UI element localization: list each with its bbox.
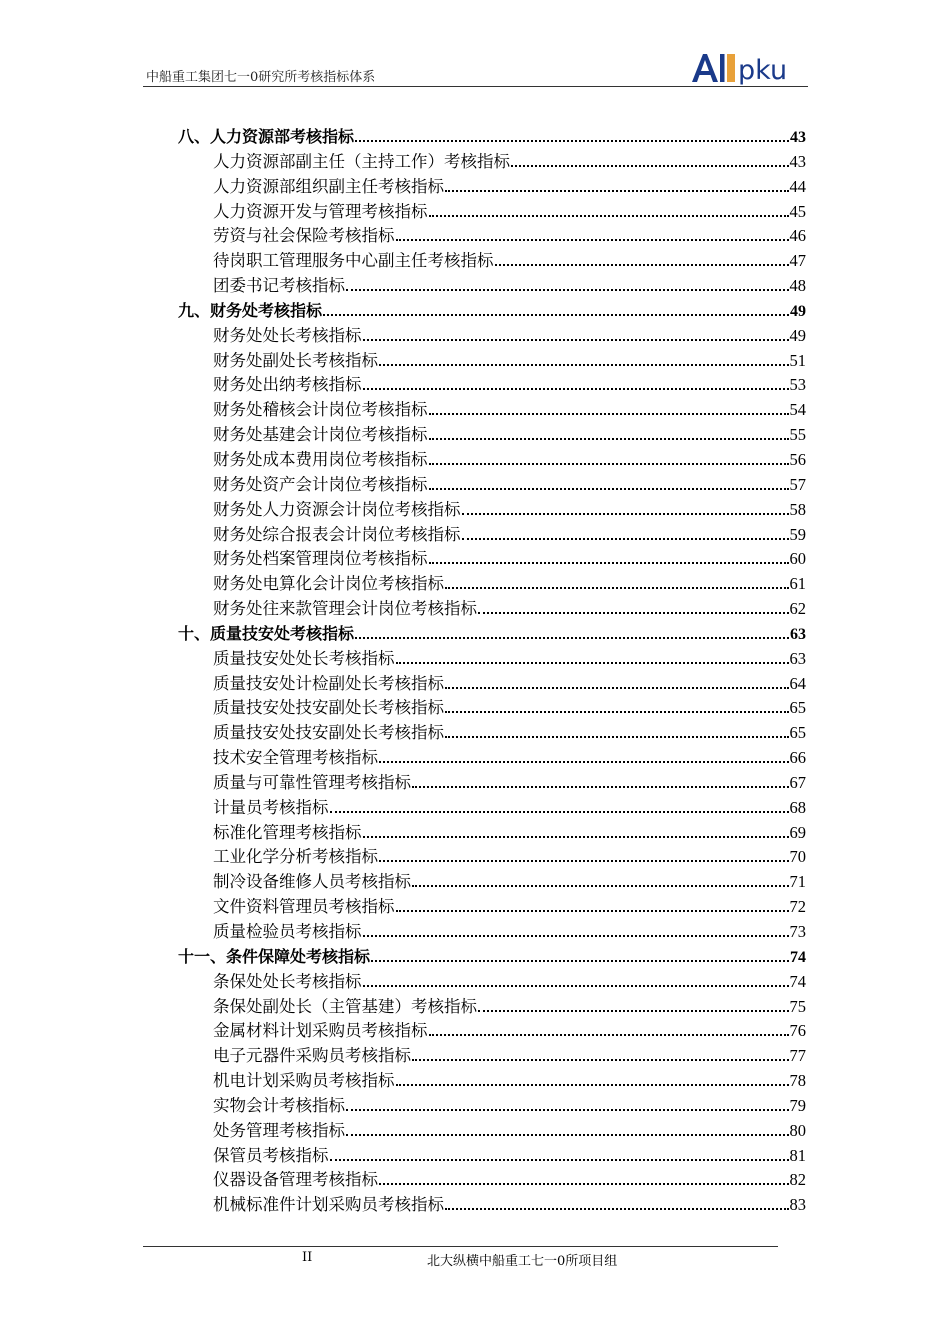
toc-page-number: 71	[789, 872, 806, 892]
toc-leader-dots	[478, 596, 789, 614]
toc-section-row[interactable]	[178, 944, 806, 969]
header-title: 中船重工集团七一0研究所考核指标体系	[146, 70, 376, 85]
toc-page-number: 60	[789, 549, 806, 569]
toc-entry-row[interactable]	[178, 1167, 806, 1192]
logo-letter-l	[720, 54, 725, 82]
toc-entry-label: 财务处综合报表会计岗位考核指标	[213, 524, 461, 544]
toc-leader-dots	[429, 546, 789, 564]
toc-leader-dots	[379, 745, 789, 763]
toc-leader-dots	[429, 472, 789, 490]
toc-entry-label: 财务处人力资源会计岗位考核指标	[213, 499, 461, 519]
toc-page-number: 72	[789, 897, 806, 917]
toc-entry-label: 标准化管理考核指标	[213, 822, 362, 842]
toc-leader-dots	[355, 621, 789, 639]
toc-entry-row[interactable]	[178, 1018, 806, 1043]
toc-entry-label: 技术安全管理考核指标	[213, 748, 378, 768]
toc-entry-label: 人力资源部副主任（主持工作）考核指标	[213, 151, 510, 171]
footer-page-number: II	[302, 1250, 313, 1265]
toc-page-number: 54	[789, 400, 806, 420]
toc-leader-dots	[346, 1118, 789, 1136]
toc-entry-label: 保管员考核指标	[213, 1145, 329, 1165]
toc-entry-row[interactable]	[178, 372, 806, 397]
toc-page-number: 62	[789, 599, 806, 619]
toc-entry-row[interactable]	[178, 199, 806, 224]
toc-leader-dots	[495, 248, 789, 266]
footer-text: 北大纵横中船重工七一0所项目组	[427, 1254, 618, 1269]
toc-entry-row[interactable]	[178, 397, 806, 422]
toc-entry-row[interactable]	[178, 1068, 806, 1093]
toc-leader-dots	[371, 944, 789, 962]
toc-leader-dots	[396, 1068, 789, 1086]
toc-leader-dots	[445, 671, 789, 689]
toc-entry-label: 十一、条件保障处考核指标	[178, 946, 371, 966]
toc-entry-label: 财务处成本费用岗位考核指标	[213, 449, 428, 469]
toc-entry-label: 金属材料计划采购员考核指标	[213, 1021, 428, 1041]
toc-entry-label: 财务处副处长考核指标	[213, 350, 378, 370]
toc-entry-label: 文件资料管理员考核指标	[213, 897, 395, 917]
toc-page-number: 47	[789, 251, 806, 271]
toc-entry-label: 质量检验员考核指标	[213, 922, 362, 941]
toc-entry-row[interactable]	[178, 447, 806, 472]
toc-leader-dots	[445, 571, 789, 589]
toc-entry-label: 八、人力资源部考核指标	[178, 127, 355, 146]
toc-entry-label: 待岗职工管理服务中心副主任考核指标	[213, 251, 494, 271]
toc-entry-label: 人力资源开发与管理考核指标	[213, 201, 428, 221]
toc-page-number: 76	[789, 1021, 806, 1041]
toc-leader-dots	[355, 124, 789, 142]
toc-entry-label: 制冷设备维修人员考核指标	[213, 872, 411, 892]
toc-page-number: 61	[789, 574, 806, 594]
toc-page-number: 68	[789, 797, 806, 817]
toc-entry-row[interactable]	[178, 1192, 806, 1217]
toc-leader-dots	[363, 323, 789, 341]
toc-entry-row[interactable]	[178, 472, 806, 497]
toc-section-row[interactable]	[178, 298, 806, 323]
toc-leader-dots	[363, 820, 789, 838]
toc-page-number: 80	[789, 1120, 806, 1140]
toc-leader-dots	[396, 894, 789, 912]
toc-leader-dots	[412, 1043, 789, 1061]
toc-leader-dots	[330, 795, 789, 813]
toc-leader-dots	[429, 447, 789, 465]
toc-leader-dots	[396, 223, 789, 241]
toc-entry-row[interactable]	[178, 969, 806, 994]
toc-entry-label: 机械标准件计划采购员考核指标	[213, 1195, 444, 1215]
toc-entry-label: 财务处稽核会计岗位考核指标	[213, 400, 428, 420]
toc-page-number: 79	[789, 1095, 806, 1115]
toc-entry-row[interactable]	[178, 273, 806, 298]
toc-leader-dots	[363, 919, 789, 937]
toc-section-row[interactable]	[178, 621, 806, 646]
header-rule	[143, 86, 808, 87]
toc-page-number: 78	[789, 1071, 806, 1091]
toc-entry-label: 质量技安处技安副处长考核指标	[213, 698, 444, 718]
toc-page-number: 44	[789, 176, 806, 196]
toc-entry-row[interactable]	[178, 1093, 806, 1118]
toc-entry-row[interactable]	[178, 869, 806, 894]
toc-entry-row[interactable]	[178, 571, 806, 596]
toc-entry-row[interactable]	[178, 596, 806, 621]
toc-section-row[interactable]	[178, 124, 806, 149]
logo-orange-bar	[727, 54, 735, 82]
toc-leader-dots	[462, 497, 789, 515]
toc-page-number: 56	[789, 449, 806, 469]
toc-page-number: 69	[789, 822, 806, 842]
toc-entry-row[interactable]	[178, 770, 806, 795]
toc-page-number: 82	[789, 1170, 806, 1190]
toc-leader-dots	[511, 149, 789, 167]
toc-entry-label: 质量与可靠性管理考核指标	[213, 772, 411, 792]
toc-page-number: 58	[789, 499, 806, 519]
toc-page-number: 81	[789, 1145, 806, 1165]
toc-entry-row[interactable]	[178, 720, 806, 745]
logo-letter-a	[692, 54, 718, 82]
toc-entry-label: 劳资与社会保险考核指标	[213, 226, 395, 246]
toc-entry-label: 仪器设备管理考核指标	[213, 1170, 378, 1190]
toc-leader-dots	[363, 372, 789, 390]
toc-entry-row[interactable]	[178, 695, 806, 720]
toc-entry-row[interactable]	[178, 1043, 806, 1068]
toc-entry-label: 九、财务处考核指标	[178, 300, 323, 320]
toc-entry-row[interactable]	[178, 323, 806, 348]
toc-leader-dots	[379, 844, 789, 862]
toc-page-number: 49	[789, 325, 806, 345]
toc-entry-row[interactable]	[178, 348, 806, 373]
toc-entry-row[interactable]	[178, 497, 806, 522]
toc-entry-label: 实物会计考核指标	[213, 1095, 345, 1115]
toc-entry-label: 财务处资产会计岗位考核指标	[213, 474, 428, 494]
toc-page-number: 49	[790, 302, 806, 320]
toc-entry-row[interactable]	[178, 894, 806, 919]
toc-page-number: 70	[789, 847, 806, 867]
toc-page-number: 43	[789, 151, 806, 171]
toc-entry-label: 财务处往来款管理会计岗位考核指标	[213, 599, 477, 619]
toc-page-number: 63	[789, 648, 806, 668]
toc-page-number: 67	[789, 772, 806, 792]
toc-entry-row[interactable]	[178, 671, 806, 696]
toc-leader-dots	[445, 695, 789, 713]
toc-page-number: 64	[789, 673, 806, 693]
toc-entry-row[interactable]	[178, 174, 806, 199]
toc-leader-dots	[379, 1167, 789, 1185]
toc-entry-label: 条保处副处长（主管基建）考核指标	[213, 996, 477, 1016]
toc-entry-row[interactable]	[178, 820, 806, 845]
toc-leader-dots	[379, 348, 789, 366]
company-logo	[690, 49, 808, 85]
toc-entry-row[interactable]	[178, 522, 806, 547]
toc-entry-label: 质量技安处处长考核指标	[213, 648, 395, 668]
toc-entry-label: 财务处处长考核指标	[213, 325, 362, 345]
toc-entry-label: 团委书记考核指标	[213, 276, 345, 296]
toc-page-number: 73	[789, 922, 806, 941]
toc-page-number: 43	[790, 129, 806, 146]
toc-page-number: 53	[789, 375, 806, 395]
toc-leader-dots	[445, 1192, 789, 1210]
toc-page-number: 65	[789, 698, 806, 718]
toc-leader-dots	[412, 770, 789, 788]
toc-entry-label: 财务处电算化会计岗位考核指标	[213, 574, 444, 594]
toc-entry-label: 质量技安处技安副处长考核指标	[213, 723, 444, 743]
toc-entry-label: 条保处处长考核指标	[213, 971, 362, 991]
toc-leader-dots	[462, 522, 789, 540]
logo-text: pku	[738, 55, 788, 85]
toc-leader-dots	[429, 397, 789, 415]
toc-entry-label: 财务处档案管理岗位考核指标	[213, 549, 428, 569]
toc-leader-dots	[429, 422, 789, 440]
toc-leader-dots	[429, 199, 789, 217]
toc-entry-label: 工业化学分析考核指标	[213, 847, 378, 867]
toc-entry-row[interactable]	[178, 149, 806, 174]
toc-page-number: 66	[789, 748, 806, 768]
toc-entry-row[interactable]	[178, 646, 806, 671]
toc-leader-dots	[429, 1018, 789, 1036]
toc-page-number: 51	[789, 350, 806, 370]
toc-leader-dots	[330, 1143, 789, 1161]
toc-leader-dots	[323, 298, 789, 316]
toc-entry-row[interactable]	[178, 844, 806, 869]
toc-entry-label: 电子元器件采购员考核指标	[213, 1046, 411, 1066]
toc-entry-row[interactable]	[178, 422, 806, 447]
toc-page-number: 75	[789, 996, 806, 1016]
toc-page-number: 45	[789, 201, 806, 221]
toc-entry-label: 计量员考核指标	[213, 797, 329, 817]
toc-entry-label: 财务处出纳考核指标	[213, 375, 362, 395]
toc-leader-dots	[396, 646, 789, 664]
toc-entry-row[interactable]	[178, 919, 806, 944]
toc-page-number: 59	[789, 524, 806, 544]
toc-leader-dots	[445, 174, 789, 192]
toc-page-number: 57	[789, 474, 806, 494]
toc-page-number: 46	[789, 226, 806, 246]
table-of-contents	[178, 124, 806, 1217]
toc-entry-label: 处务管理考核指标	[213, 1120, 345, 1140]
toc-entry-row[interactable]	[178, 745, 806, 770]
toc-entry-label: 人力资源部组织副主任考核指标	[213, 176, 444, 196]
toc-entry-row[interactable]	[178, 795, 806, 820]
toc-page-number: 77	[789, 1046, 806, 1066]
toc-page-number: 83	[789, 1195, 806, 1215]
toc-entry-row[interactable]	[178, 248, 806, 273]
toc-page-number: 74	[790, 948, 806, 966]
toc-entry-row[interactable]	[178, 1118, 806, 1143]
toc-leader-dots	[363, 969, 789, 987]
toc-entry-row[interactable]	[178, 546, 806, 571]
toc-page-number: 63	[790, 625, 806, 643]
toc-entry-row[interactable]	[178, 1143, 806, 1168]
toc-leader-dots	[346, 273, 789, 291]
toc-entry-row[interactable]	[178, 994, 806, 1019]
toc-entry-row[interactable]	[178, 223, 806, 248]
toc-page-number: 48	[789, 276, 806, 296]
toc-leader-dots	[478, 994, 789, 1012]
toc-page-number: 65	[789, 723, 806, 743]
toc-entry-label: 财务处基建会计岗位考核指标	[213, 425, 428, 445]
toc-leader-dots	[412, 869, 789, 887]
toc-leader-dots	[445, 720, 789, 738]
toc-entry-label: 机电计划采购员考核指标	[213, 1071, 395, 1091]
toc-leader-dots	[346, 1093, 789, 1111]
toc-entry-label: 质量技安处计检副处长考核指标	[213, 673, 444, 693]
toc-entry-label: 十、质量技安处考核指标	[178, 623, 355, 643]
toc-page-number: 55	[789, 425, 806, 445]
footer-rule	[143, 1246, 778, 1247]
toc-page-number: 74	[789, 971, 806, 991]
